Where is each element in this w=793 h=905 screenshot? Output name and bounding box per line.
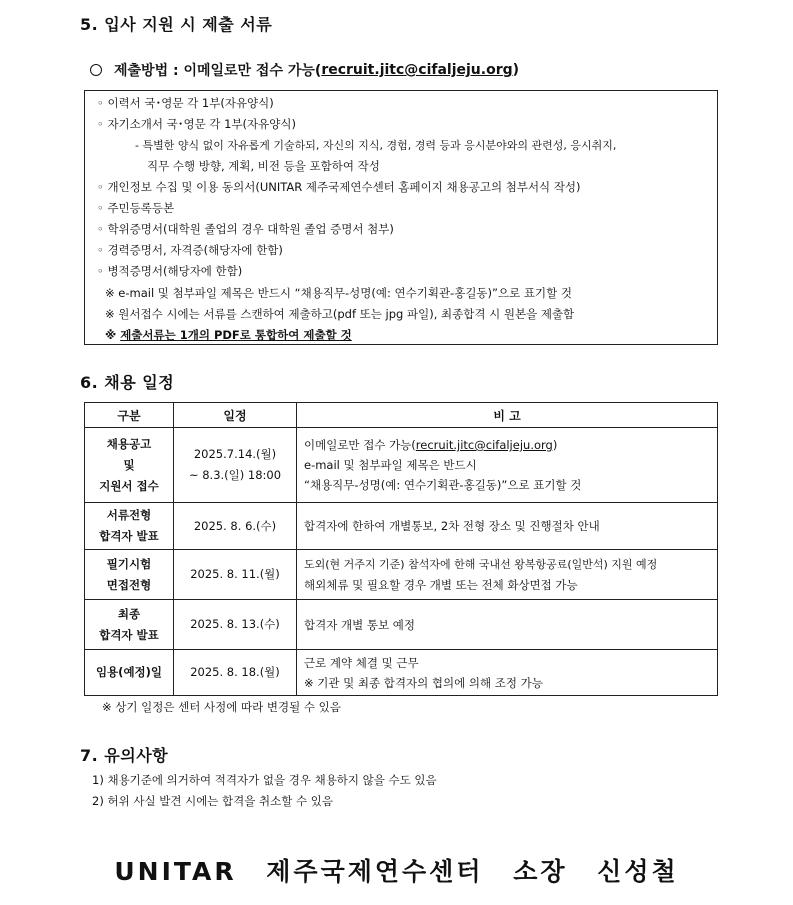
circle-bullet-icon (90, 64, 102, 76)
note-cell: 합격자 개별 통보 예정 (297, 600, 718, 650)
caution-item: 2) 허위 사실 발견 시에는 합격을 취소할 수 있음 (92, 794, 334, 808)
date-cell (174, 428, 297, 503)
schedule-table (84, 402, 718, 696)
doc-note-prefix: ※ (105, 328, 121, 342)
note-cell (297, 428, 718, 503)
stage-line: 지원서 접수 (99, 478, 159, 493)
doc-note-single-pdf (105, 327, 352, 343)
header-stage: 구분 (85, 403, 174, 428)
stage-line: 최종 (117, 606, 141, 621)
signature: UNITAR 제주국제연수센터 소장 신성철 (114, 857, 679, 886)
caution-item: 1) 채용기준에 의거하여 적격자가 없을 경우 채용하지 않을 수도 있음 (92, 773, 437, 787)
method-label: 제출방법 : 이메일로만 접수 가능( (114, 63, 322, 79)
header-date: 일정 (174, 403, 297, 428)
note-cell: 합격자에 한하여 개별통보, 2차 전형 장소 및 진행절차 안내 (297, 503, 718, 550)
note-cell (297, 650, 718, 696)
stage-line: 합격자 발표 (99, 627, 159, 642)
note-line: “채용직무-성명(예: 연수기획관-홍길동)”으로 표기할 것 (304, 478, 582, 492)
doc-item-resident-registration: ◦ 주민등록등본 (97, 201, 175, 215)
doc-item-privacy-consent: ◦ 개인정보 수집 및 이용 동의서(UNITAR 제주국제연수센터 홈페이지 채용공고의 첨부서식 작성) (97, 180, 581, 194)
doc-item-military-certificate: ◦ 병적증명서(해당자에 한함) (97, 264, 243, 278)
note-line: 도외(현 거주지 기준) 참석자에 한해 국내선 왕복항공료(일반석) 지원 예정 (304, 557, 658, 571)
doc-item-resume: ◦ 이력서 국･영문 각 1부(자유양식) (97, 96, 274, 110)
method-email-link[interactable]: recruit.jitc@cifaljeju.org (321, 62, 513, 78)
note-line: 해외체류 및 필요할 경우 개별 또는 전체 화상면접 가능 (304, 577, 578, 592)
section5-heading: 5. 입사 지원 시 제출 서류 (80, 15, 273, 34)
table-header-row (85, 403, 718, 428)
note-line (304, 435, 716, 455)
date-line: 2025.7.14.(월) (193, 447, 277, 461)
stage-cell (85, 550, 174, 600)
note-line: e-mail 및 첨부파일 제목은 반드시 (304, 458, 477, 472)
stage-line: 채용공고 (106, 436, 152, 451)
doc-item-cover-letter-detail: - 특별한 양식 없이 자유롭게 기술하되, 자신의 지식, 경험, 경력 등과 응시분야와의 관련성, 응시취지, (135, 139, 617, 152)
stage-cell (85, 600, 174, 650)
submission-method (90, 60, 519, 80)
date-cell: 2025. 8. 6.(수) (174, 503, 297, 550)
stage-cell (85, 503, 174, 550)
stage-line: 면접전형 (106, 577, 152, 592)
table-row (85, 600, 718, 650)
required-documents-box (84, 90, 718, 345)
date-cell: 2025. 8. 18.(월) (174, 650, 297, 696)
note-text: ) (552, 438, 558, 452)
stage-line: 합격자 발표 (99, 529, 159, 543)
date-line: ~ 8.3.(일) 18:00 (188, 468, 282, 482)
doc-item-degree-certificate: ◦ 학위증명서(대학원 졸업의 경우 대학원 졸업 증명서 첨부) (97, 222, 394, 236)
header-note: 비 고 (297, 403, 718, 428)
stage-line: 및 (123, 457, 135, 472)
note-line: ※ 기관 및 최종 합격자의 협의에 의해 조정 가능 (304, 675, 543, 690)
section6-heading: 6. 채용 일정 (80, 373, 175, 392)
stage-line: 필기시험 (106, 556, 152, 571)
method-close: ) (512, 62, 520, 78)
table-row (85, 550, 718, 600)
doc-item-cover-letter-detail-2: 직무 수행 방향, 계획, 비전 등을 포함하여 작성 (147, 159, 380, 173)
stage-cell: 임용(예정)일 (85, 650, 174, 696)
note-text: 이메일로만 접수 가능( (304, 438, 416, 452)
stage-cell (85, 428, 174, 503)
note-email-link[interactable]: recruit.jitc@cifaljeju.org (415, 438, 553, 452)
table-row (85, 428, 718, 503)
note-line: 근로 계약 체결 및 근무 (304, 655, 419, 670)
date-cell: 2025. 8. 13.(수) (174, 600, 297, 650)
table-row (85, 503, 718, 550)
note-cell (297, 550, 718, 600)
date-cell: 2025. 8. 11.(월) (174, 550, 297, 600)
section7-heading: 7. 유의사항 (80, 746, 169, 765)
doc-note-single-pdf-text: 제출서류는 1개의 PDF로 통합하여 제출할 것 (120, 328, 352, 342)
doc-item-career-certificate: ◦ 경력증명서, 자격증(해당자에 한함) (97, 243, 283, 257)
table-row (85, 650, 718, 696)
doc-item-cover-letter: ◦ 자기소개서 국･영문 각 1부(자유양식) (97, 117, 296, 131)
schedule-footnote: ※ 상기 일정은 센터 사정에 따라 변경될 수 있음 (102, 700, 341, 714)
doc-note-email-title: ※ e-mail 및 첨부파일 제목은 반드시 “채용직무-성명(예: 연수기획관-홍길동)”으로 표기할 것 (105, 286, 572, 300)
doc-note-scan: ※ 원서접수 시에는 서류를 스캔하여 제출하고(pdf 또는 jpg 파일), 최종합격 시 원본을 제출함 (105, 307, 575, 321)
stage-line: 서류전형 (106, 508, 152, 522)
